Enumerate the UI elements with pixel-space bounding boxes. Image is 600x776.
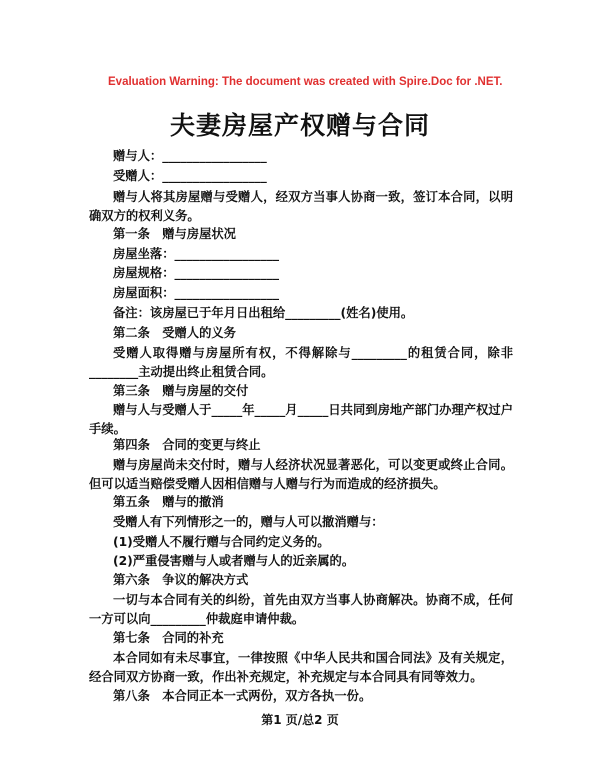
spec-field: 房屋规格：_________________	[113, 266, 280, 280]
revocation-item-1: (1)受赠人不履行赠与合同约定义务的。	[113, 535, 330, 549]
article-2-heading: 第二条 受赠人的义务	[113, 326, 236, 340]
article-3-heading: 第三条 赠与房屋的交付	[113, 384, 249, 398]
location-field: 房屋坐落：_________________	[113, 247, 280, 261]
article-8-text: 第八条 本合同正本一式两份，双方各执一份。	[113, 689, 372, 703]
evaluation-warning: Evaluation Warning: The document was created with Spire.Doc for .NET.	[108, 76, 503, 88]
article-6-text: 一切与本合同有关的纠纷，首先由双方当事人协商解决。协商不成，任何一方可以向_________仲裁庭申请仲裁。	[89, 593, 513, 626]
article-4-heading: 第四条 合同的变更与终止	[113, 438, 261, 452]
article-7-text: 本合同如有未尽事宜，一律按照《中华人民共和国合同法》及有关规定，经合同双方协商一致，作出补充规定，补充规定与本合同具有同等效力。	[89, 651, 513, 684]
article-5-text: 受赠人有下列情形之一的，赠与人可以撤消赠与：	[113, 515, 384, 529]
article-5-heading: 第五条 赠与的撤消	[113, 495, 224, 509]
intro-paragraph: 赠与人将其房屋赠与受赠人，经双方当事人协商一致，签订本合同，以明确双方的权利义务。	[89, 190, 513, 223]
article-2-text: 受赠人取得赠与房屋所有权，不得解除与_________的租赁合同，除非________主动提出终止租赁合同。	[89, 346, 513, 379]
article-1-heading: 第一条 赠与房屋状况	[113, 227, 236, 241]
article-7-heading: 第七条 合同的补充	[113, 631, 224, 645]
revocation-item-2: (2)严重侵害赠与人或者赠与人的近亲属的。	[113, 554, 355, 568]
donor-field: 赠与人：_________________	[113, 149, 267, 163]
donee-field: 受赠人：_________________	[113, 169, 267, 183]
document-title: 夫妻房屋产权赠与合同	[169, 111, 430, 140]
article-6-heading: 第六条 争议的解决方式	[113, 573, 249, 587]
page-number: 第1 页/总2 页	[261, 713, 339, 727]
article-3-text: 赠与人与受赠人于_____年_____月_____日共同到房地产部门办理产权过户手续。	[89, 403, 513, 436]
note-line: 备注：该房屋已于年月日出租给_________(姓名)使用。	[113, 306, 414, 320]
article-4-text: 赠与房屋尚未交付时，赠与人经济状况显著恶化，可以变更或终止合同。但可以适当赔偿受赠人因相信赠与人赠与行为而造成的经济损失。	[89, 458, 513, 491]
area-field: 房屋面积：_________________	[113, 286, 280, 300]
